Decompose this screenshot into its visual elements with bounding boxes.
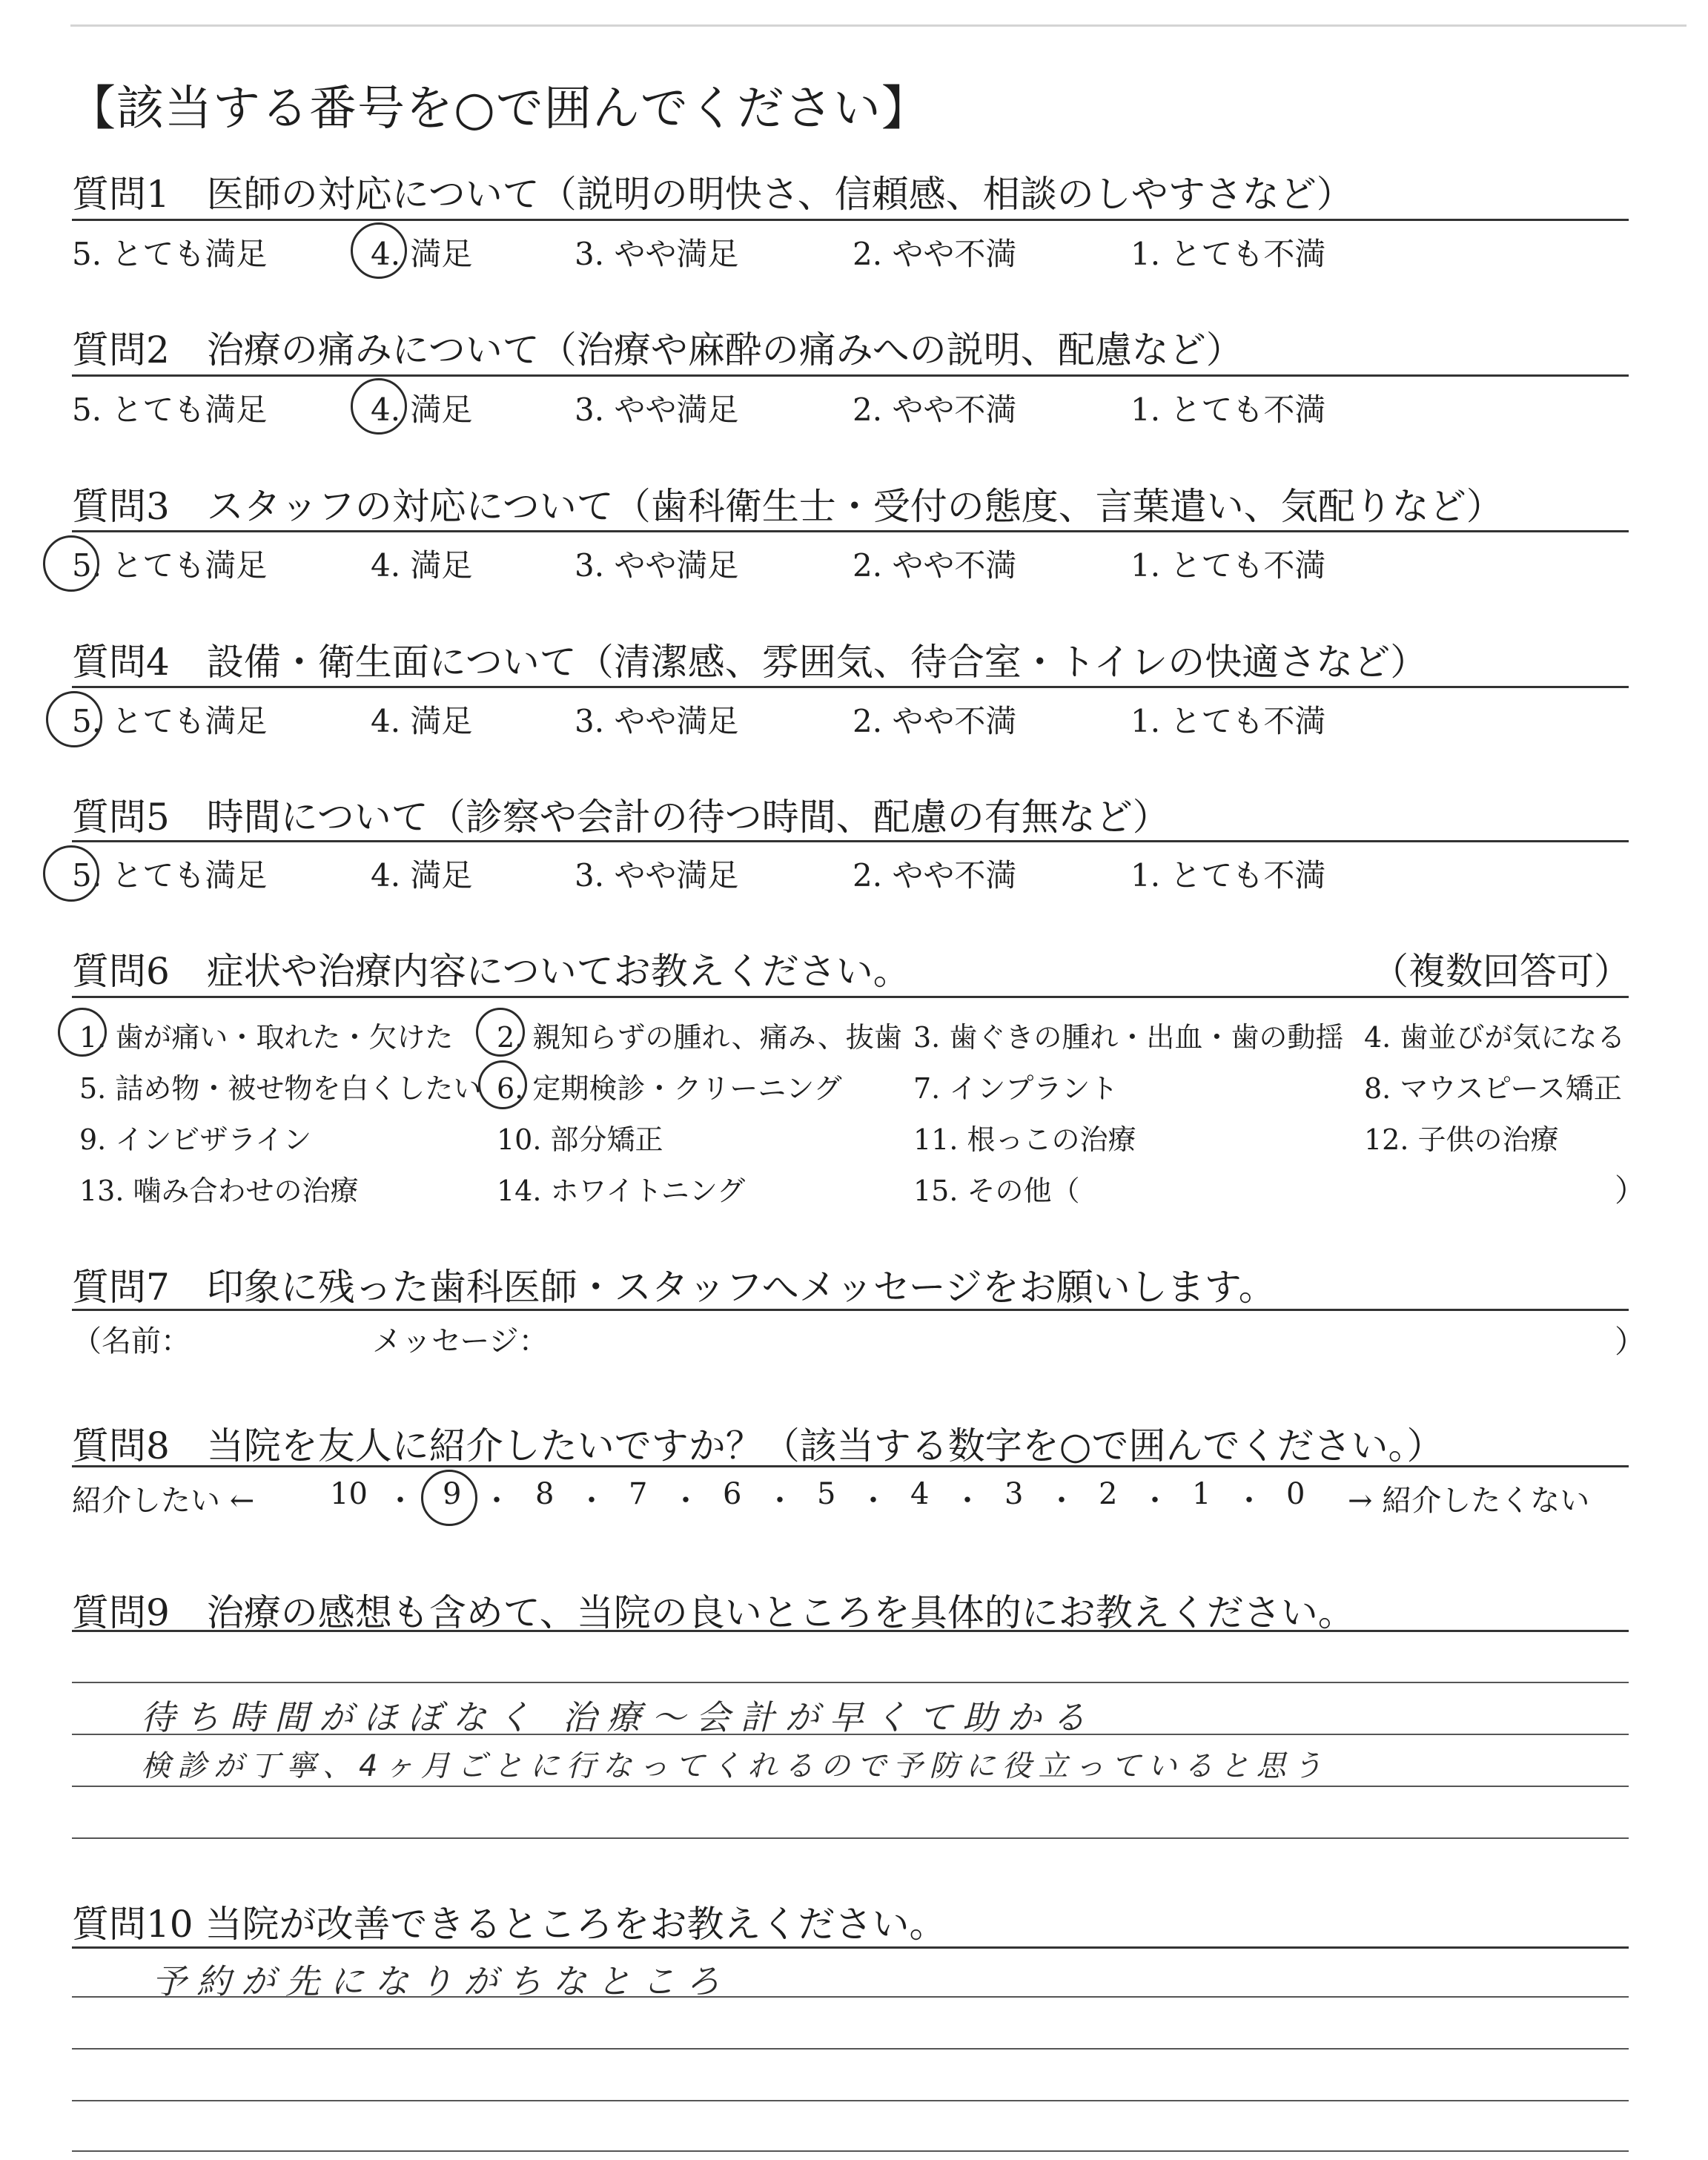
q6-option-9[interactable]: 9. インビザライン [79,1123,312,1156]
q4-option-1[interactable]: 1. とても不満 [1131,703,1326,739]
q10-answer-line [72,2048,1629,2050]
q3-option-5[interactable]: 5. とても満足 [72,547,268,584]
q8-separator: ・ [858,1484,888,1518]
q5-option-2[interactable]: 2. やや不満 [853,857,1017,894]
q2-option-3[interactable]: 3. やや満足 [575,392,739,428]
q8-separator: ・ [953,1484,982,1518]
q8-separator: ・ [1140,1484,1170,1518]
q3-rule [72,530,1629,532]
q9-title: 質問9 治療の感想も含めて、当院の良いところを具体的にお教えください。 [72,1591,1355,1634]
q2-option-5[interactable]: 5. とても満足 [72,392,268,428]
q5-title: 質問5 時間について（診察や会計の待つ時間、配慮の有無など） [72,796,1170,839]
q8-scale-6[interactable]: 6 [723,1477,742,1511]
q2-title: 質問2 治療の痛みについて（治療や麻酔の痛みへの説明、配慮など） [72,328,1243,371]
q7-message-label: メッセージ： [372,1324,549,1358]
q5-option-5[interactable]: 5. とても満足 [72,857,268,894]
q6-other-close-paren: ） [1615,1172,1646,1209]
q3-option-4[interactable]: 4. 満足 [371,547,473,584]
q8-separator: ・ [385,1484,415,1518]
q10-handwritten-answer-1: 予約が先になりがちなところ [152,1961,730,2001]
q6-option-11[interactable]: 11. 根っこの治療 [913,1123,1136,1156]
q10-rule [72,1946,1629,1949]
q6-option-5[interactable]: 5. 詰め物・被せ物を白くしたい [79,1072,482,1105]
q8-scale-1[interactable]: 1 [1192,1477,1211,1511]
q10-title: 質問10 当院が改善できるところをお教えください。 [72,1903,947,1946]
q4-option-4[interactable]: 4. 満足 [371,703,473,739]
q6-option-2[interactable]: 2. 親知らずの腫れ、痛み、抜歯 [497,1021,902,1054]
q6-option-3[interactable]: 3. 歯ぐきの腫れ・出血・歯の動揺 [913,1021,1344,1054]
q2-option-4[interactable]: 4. 満足 [371,392,473,428]
q6-rule [72,996,1629,998]
q6-selection-circle-1 [58,1008,107,1057]
q5-option-4[interactable]: 4. 満足 [371,857,473,894]
q6-option-4[interactable]: 4. 歯並びが気になる [1364,1021,1626,1054]
q2-option-2[interactable]: 2. やや不満 [853,392,1017,428]
q1-option-2[interactable]: 2. やや不満 [853,236,1017,272]
q3-option-1[interactable]: 1. とても不満 [1131,547,1326,584]
q8-scale-7[interactable]: 7 [629,1477,648,1511]
q6-selection-circle-2 [476,1008,525,1057]
q9-rule [72,1630,1629,1632]
q3-option-2[interactable]: 2. やや不満 [853,547,1017,584]
q6-option-14[interactable]: 14. ホワイトニング [497,1175,746,1207]
q8-title: 質問8 当院を友人に紹介したいですか？（該当する数字を○で囲んでください。） [72,1424,1444,1467]
q7-rule [72,1309,1629,1311]
q8-scale-10[interactable]: 10 [330,1477,368,1511]
q9-handwritten-answer-2: 検診が丁寧、4ヶ月ごとに行なってくれるので予防に役立っていると思う [141,1749,1329,1783]
q1-option-5[interactable]: 5. とても満足 [72,236,268,272]
q5-option-3[interactable]: 3. やや満足 [575,857,739,894]
q6-selection-circle-6 [478,1060,527,1109]
q4-option-5[interactable]: 5. とても満足 [72,703,268,739]
q4-option-3[interactable]: 3. やや満足 [575,703,739,739]
q8-rule [72,1465,1629,1467]
q1-selection-circle [351,222,407,279]
q4-title: 質問4 設備・衛生面について（清潔感、雰囲気、待合室・トイレの快適さなど） [72,641,1428,684]
q1-option-1[interactable]: 1. とても不満 [1131,236,1326,272]
q7-title: 質問7 印象に残った歯科医師・スタッフへメッセージをお願いします。 [72,1266,1276,1309]
q8-right-label: → 紹介したくない [1348,1484,1590,1518]
q8-separator: ・ [1234,1484,1264,1518]
q8-scale-5[interactable]: 5 [817,1477,836,1511]
q8-separator: ・ [577,1484,606,1518]
q6-title: 質問6 症状や治療内容についてお教えください。 [72,950,910,993]
q8-separator: ・ [765,1484,795,1518]
q1-option-3[interactable]: 3. やや満足 [575,236,739,272]
q9-handwritten-answer-1: 待ち時間がほぼなく 治療～会計が早くて助かる [141,1697,1096,1737]
q2-option-1[interactable]: 1. とても不満 [1131,392,1326,428]
q3-title: 質問3 スタッフの対応について（歯科衛生士・受付の態度、言葉遣い、気配りなど） [72,485,1503,528]
q8-separator: ・ [1047,1484,1076,1518]
q8-scale-2[interactable]: 2 [1099,1477,1118,1511]
q8-scale-9[interactable]: 9 [443,1477,462,1511]
q10-answer-line [72,2150,1629,2152]
q6-option-13[interactable]: 13. 噛み合わせの治療 [79,1175,359,1207]
q6-option-1[interactable]: 1. 歯が痛い・取れた・欠けた [79,1021,454,1054]
q6-option-12[interactable]: 12. 子供の治療 [1364,1123,1559,1156]
q8-separator: ・ [671,1484,701,1518]
page-edge [70,24,1687,27]
q4-option-2[interactable]: 2. やや不満 [853,703,1017,739]
page-title: 【該当する番号を○で囲んでください】 [68,82,930,136]
q6-option-7[interactable]: 7. インプラント [913,1072,1119,1105]
q8-scale-0[interactable]: 0 [1286,1477,1305,1511]
q8-selection-circle [421,1470,477,1526]
q6-option-8[interactable]: 8. マウスピース矯正 [1364,1072,1622,1105]
q8-scale-4[interactable]: 4 [910,1477,930,1511]
q1-title: 質問1 医師の対応について（説明の明快さ、信頼感、相談のしやすさなど） [72,173,1354,216]
q9-answer-line [72,1837,1629,1839]
q4-selection-circle [46,691,102,747]
q1-rule [72,219,1629,221]
q7-close-paren: ） [1615,1324,1646,1360]
q5-rule [72,840,1629,842]
q4-rule [72,686,1629,688]
q6-multiple-answers-note: （複数回答可） [1371,950,1631,993]
q1-option-4[interactable]: 4. 満足 [371,236,473,272]
q2-rule [72,374,1629,377]
q2-selection-circle [351,378,407,435]
q8-scale-3[interactable]: 3 [1004,1477,1024,1511]
q7-name-label: （名前： [72,1324,191,1358]
q6-option-15[interactable]: 15. その他（ [913,1175,1080,1207]
q10-answer-line [72,2100,1629,2101]
q9-answer-line [72,1682,1629,1683]
q6-option-10[interactable]: 10. 部分矯正 [497,1123,663,1156]
q6-option-6[interactable]: 6. 定期検診・クリーニング [497,1072,842,1105]
q8-left-label: 紹介したい ← [72,1484,255,1518]
q8-separator: ・ [482,1484,512,1518]
q9-answer-line [72,1786,1629,1787]
q5-selection-circle [43,845,99,902]
q3-selection-circle [43,535,99,592]
q3-option-3[interactable]: 3. やや満足 [575,547,739,584]
q5-option-1[interactable]: 1. とても不満 [1131,857,1326,894]
q8-scale-8[interactable]: 8 [535,1477,555,1511]
